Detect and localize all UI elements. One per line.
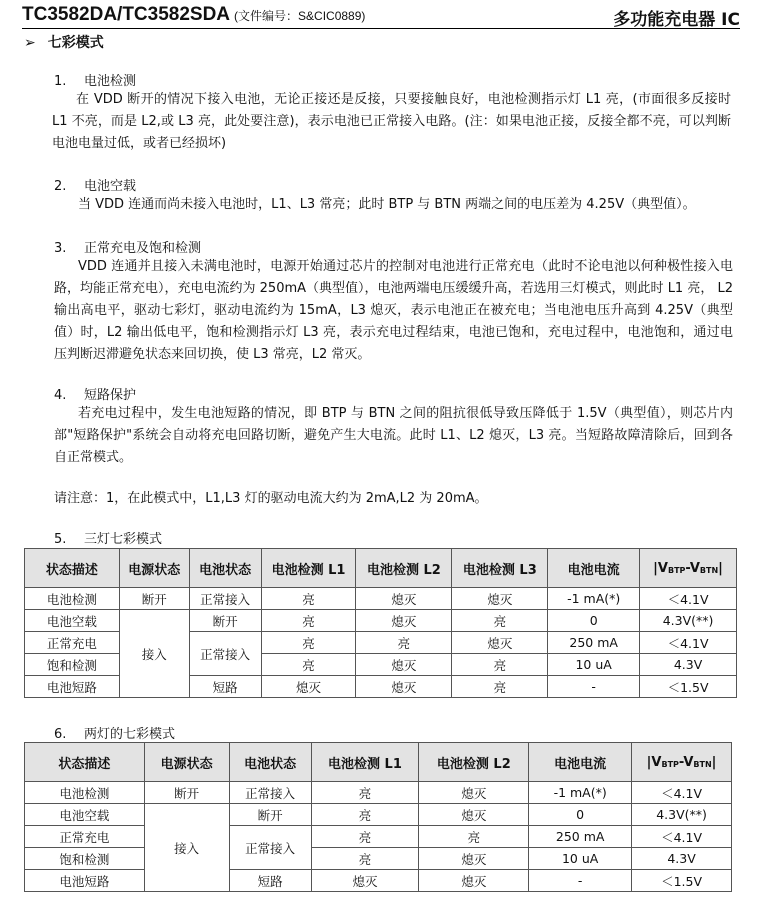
cell: 电池短路	[25, 870, 145, 892]
header-cell: 电池检测 L1	[261, 549, 356, 588]
cell: 250 mA	[548, 632, 640, 654]
header-cell: 电池状态	[189, 549, 261, 588]
cell: 熄灭	[356, 676, 452, 698]
cell: 4.3V(**)	[632, 804, 732, 826]
table-row	[25, 826, 732, 848]
cell: 亮	[311, 848, 419, 870]
document-number: (文件编号：S&CIC0889)	[234, 9, 366, 23]
section-title	[24, 32, 104, 52]
header-cell: 电池检测 L2	[356, 549, 452, 588]
cell: ＜4.1V	[632, 782, 732, 804]
item-heading-2: 2. 电池空载	[54, 179, 137, 194]
cell: -	[529, 870, 632, 892]
header-cell: 电池状态	[229, 743, 311, 782]
cell: 熄灭	[452, 588, 548, 610]
cell: 正常接入	[229, 826, 311, 870]
header-cell: 电源状态	[119, 549, 189, 588]
cell: -1 mA(*)	[548, 588, 640, 610]
cell: 亮	[452, 654, 548, 676]
table-row	[25, 848, 732, 870]
cell: -	[548, 676, 640, 698]
cell: 接入	[119, 610, 189, 698]
cell: 断开	[144, 782, 229, 804]
table-row	[25, 804, 732, 826]
cell: 熄灭	[419, 870, 529, 892]
cell: 熄灭	[419, 848, 529, 870]
cell: 熄灭	[419, 782, 529, 804]
cell: 电池短路	[25, 676, 120, 698]
cell: 亮	[452, 610, 548, 632]
cell: 亮	[311, 782, 419, 804]
cell: 电池空载	[25, 804, 145, 826]
cell: 10 uA	[548, 654, 640, 676]
header-cell: 电池检测 L3	[452, 549, 548, 588]
cell: 亮	[311, 826, 419, 848]
table-row	[25, 610, 737, 632]
cell: 10 uA	[529, 848, 632, 870]
header-cell-voltage: $|V_{BTP}-V_{BTN}|$	[640, 549, 737, 588]
cell: 亮	[261, 610, 356, 632]
table-row	[25, 588, 737, 610]
cell: 正常充电	[25, 632, 120, 654]
item-heading-4: 4. 短路保护	[54, 388, 137, 403]
cell: 断开	[189, 610, 261, 632]
cell: 正常充电	[25, 826, 145, 848]
cell: ＜4.1V	[632, 826, 732, 848]
cell: 断开	[229, 804, 311, 826]
cell: 熄灭	[419, 804, 529, 826]
cell: 亮	[261, 632, 356, 654]
cell: 亮	[261, 654, 356, 676]
item-heading-1: 1. 电池检测	[54, 74, 137, 89]
arrow-bullet-icon: ➢	[24, 35, 36, 51]
cell: ＜4.1V	[640, 632, 737, 654]
cell: 电池空载	[25, 610, 120, 632]
document-title	[22, 4, 365, 26]
table-caption-three-lamp: 5. 三灯七彩模式	[54, 532, 163, 547]
cell: 熄灭	[356, 588, 452, 610]
cell: 亮	[261, 588, 356, 610]
cell: 250 mA	[529, 826, 632, 848]
cell: 熄灭	[452, 632, 548, 654]
cell: 亮	[356, 632, 452, 654]
cell: 4.3V	[632, 848, 732, 870]
cell: ＜1.5V	[640, 676, 737, 698]
cell: -1 mA(*)	[529, 782, 632, 804]
product-name: TC3582DA/TC3582SDA	[22, 4, 231, 25]
cell: 饱和检测	[25, 654, 120, 676]
item-paragraph-1: 在 VDD 断开的情况下接入电池，无论正接还是反接，只要接触良好，电池检测指示灯 L1 亮，(市面很多反接时 L1 不亮，而是 L2,或 L3 亮，此处要注意)，表示电池已正常接入电路。(注：如果电池正接，反接全都不亮，可以判断电池电量过低，或者已经损坏)	[52, 92, 731, 151]
header-cell: 电池电流	[529, 743, 632, 782]
cell: 正常接入	[229, 782, 311, 804]
cell: 短路	[229, 870, 311, 892]
table-row	[25, 782, 732, 804]
cell: ＜1.5V	[632, 870, 732, 892]
cell: 短路	[189, 676, 261, 698]
cell: ＜4.1V	[640, 588, 737, 610]
page-header	[22, 2, 740, 29]
cell: 电池检测	[25, 782, 145, 804]
cell: 电池检测	[25, 588, 120, 610]
cell: 熄灭	[356, 654, 452, 676]
cell: 正常接入	[189, 588, 261, 610]
header-cell: 状态描述	[25, 549, 120, 588]
header-cell-voltage: $|V_{BTP}-V_{BTN}|$	[632, 743, 732, 782]
cell: 接入	[144, 804, 229, 892]
product-category: 多功能充电器 IC	[613, 10, 740, 30]
header-cell: 电池检测 L2	[419, 743, 529, 782]
table-row	[25, 870, 732, 892]
cell: 断开	[119, 588, 189, 610]
two-lamp-table	[24, 742, 732, 892]
cell: 亮	[311, 804, 419, 826]
item-paragraph-3: VDD 连通并且接入未满电池时，电源开始通过芯片的控制对电池进行正常充电（此时不论电池以何种极性接入电路，均能正常充电），充电电流约为 250mA（典型值），电池两端电压缓缓升高，若选用三灯模式，则此时 L1 亮， L2 输出高电平，驱动七彩灯，驱动电流约为 15mA，L3 熄灭，表示电池正在被充电；当电池电压升高到 4.25V（典型值）时，L2 输出低电平，饱和检测指示灯 L3 亮，表示充电过程结束，电池已饱和，充电过程中，电池饱和，通过电压判断迟滞避免状态来回切换，使 L3 常亮，L2 常灭。	[54, 259, 733, 362]
table-caption-two-lamp: 6. 两灯的七彩模式	[54, 727, 176, 742]
table-header-row	[25, 549, 737, 588]
cell: 亮	[452, 676, 548, 698]
cell: 饱和检测	[25, 848, 145, 870]
three-lamp-table	[24, 548, 737, 698]
cell: 熄灭	[356, 610, 452, 632]
cell: 亮	[419, 826, 529, 848]
cell: 正常接入	[189, 632, 261, 676]
item-paragraph-4: 若充电过程中，发生电池短路的情况，即 BTP 与 BTN 之间的阻抗很低导致压降低于 1.5V（典型值），则芯片内部"短路保护"系统会自动将充电回路切断，避免产生大电流。此时 L1、L2 熄灭，L3 亮。当短路故障清除后，回到各自正常模式。	[54, 406, 733, 465]
cell: 0	[548, 610, 640, 632]
item-heading-3: 3. 正常充电及饱和检测	[54, 241, 202, 256]
header-cell: 电源状态	[144, 743, 229, 782]
cell: 0	[529, 804, 632, 826]
item-paragraph-2: 当 VDD 连通而尚未接入电池时，L1、L3 常亮；此时 BTP 与 BTN 两端之间的电压差为 4.25V（典型值）。	[78, 197, 696, 212]
cell: 熄灭	[261, 676, 356, 698]
note-text: 请注意：1，在此模式中，L1,L3 灯的驱动电流大约为 2mA,L2 为 20mA。	[54, 491, 488, 506]
cell: 4.3V(**)	[640, 610, 737, 632]
header-cell: 电池电流	[548, 549, 640, 588]
header-cell: 电池检测 L1	[311, 743, 419, 782]
table-header-row	[25, 743, 732, 782]
cell: 4.3V	[640, 654, 737, 676]
header-cell: 状态描述	[25, 743, 145, 782]
section-title-text: 七彩模式	[47, 35, 104, 51]
cell: 熄灭	[311, 870, 419, 892]
